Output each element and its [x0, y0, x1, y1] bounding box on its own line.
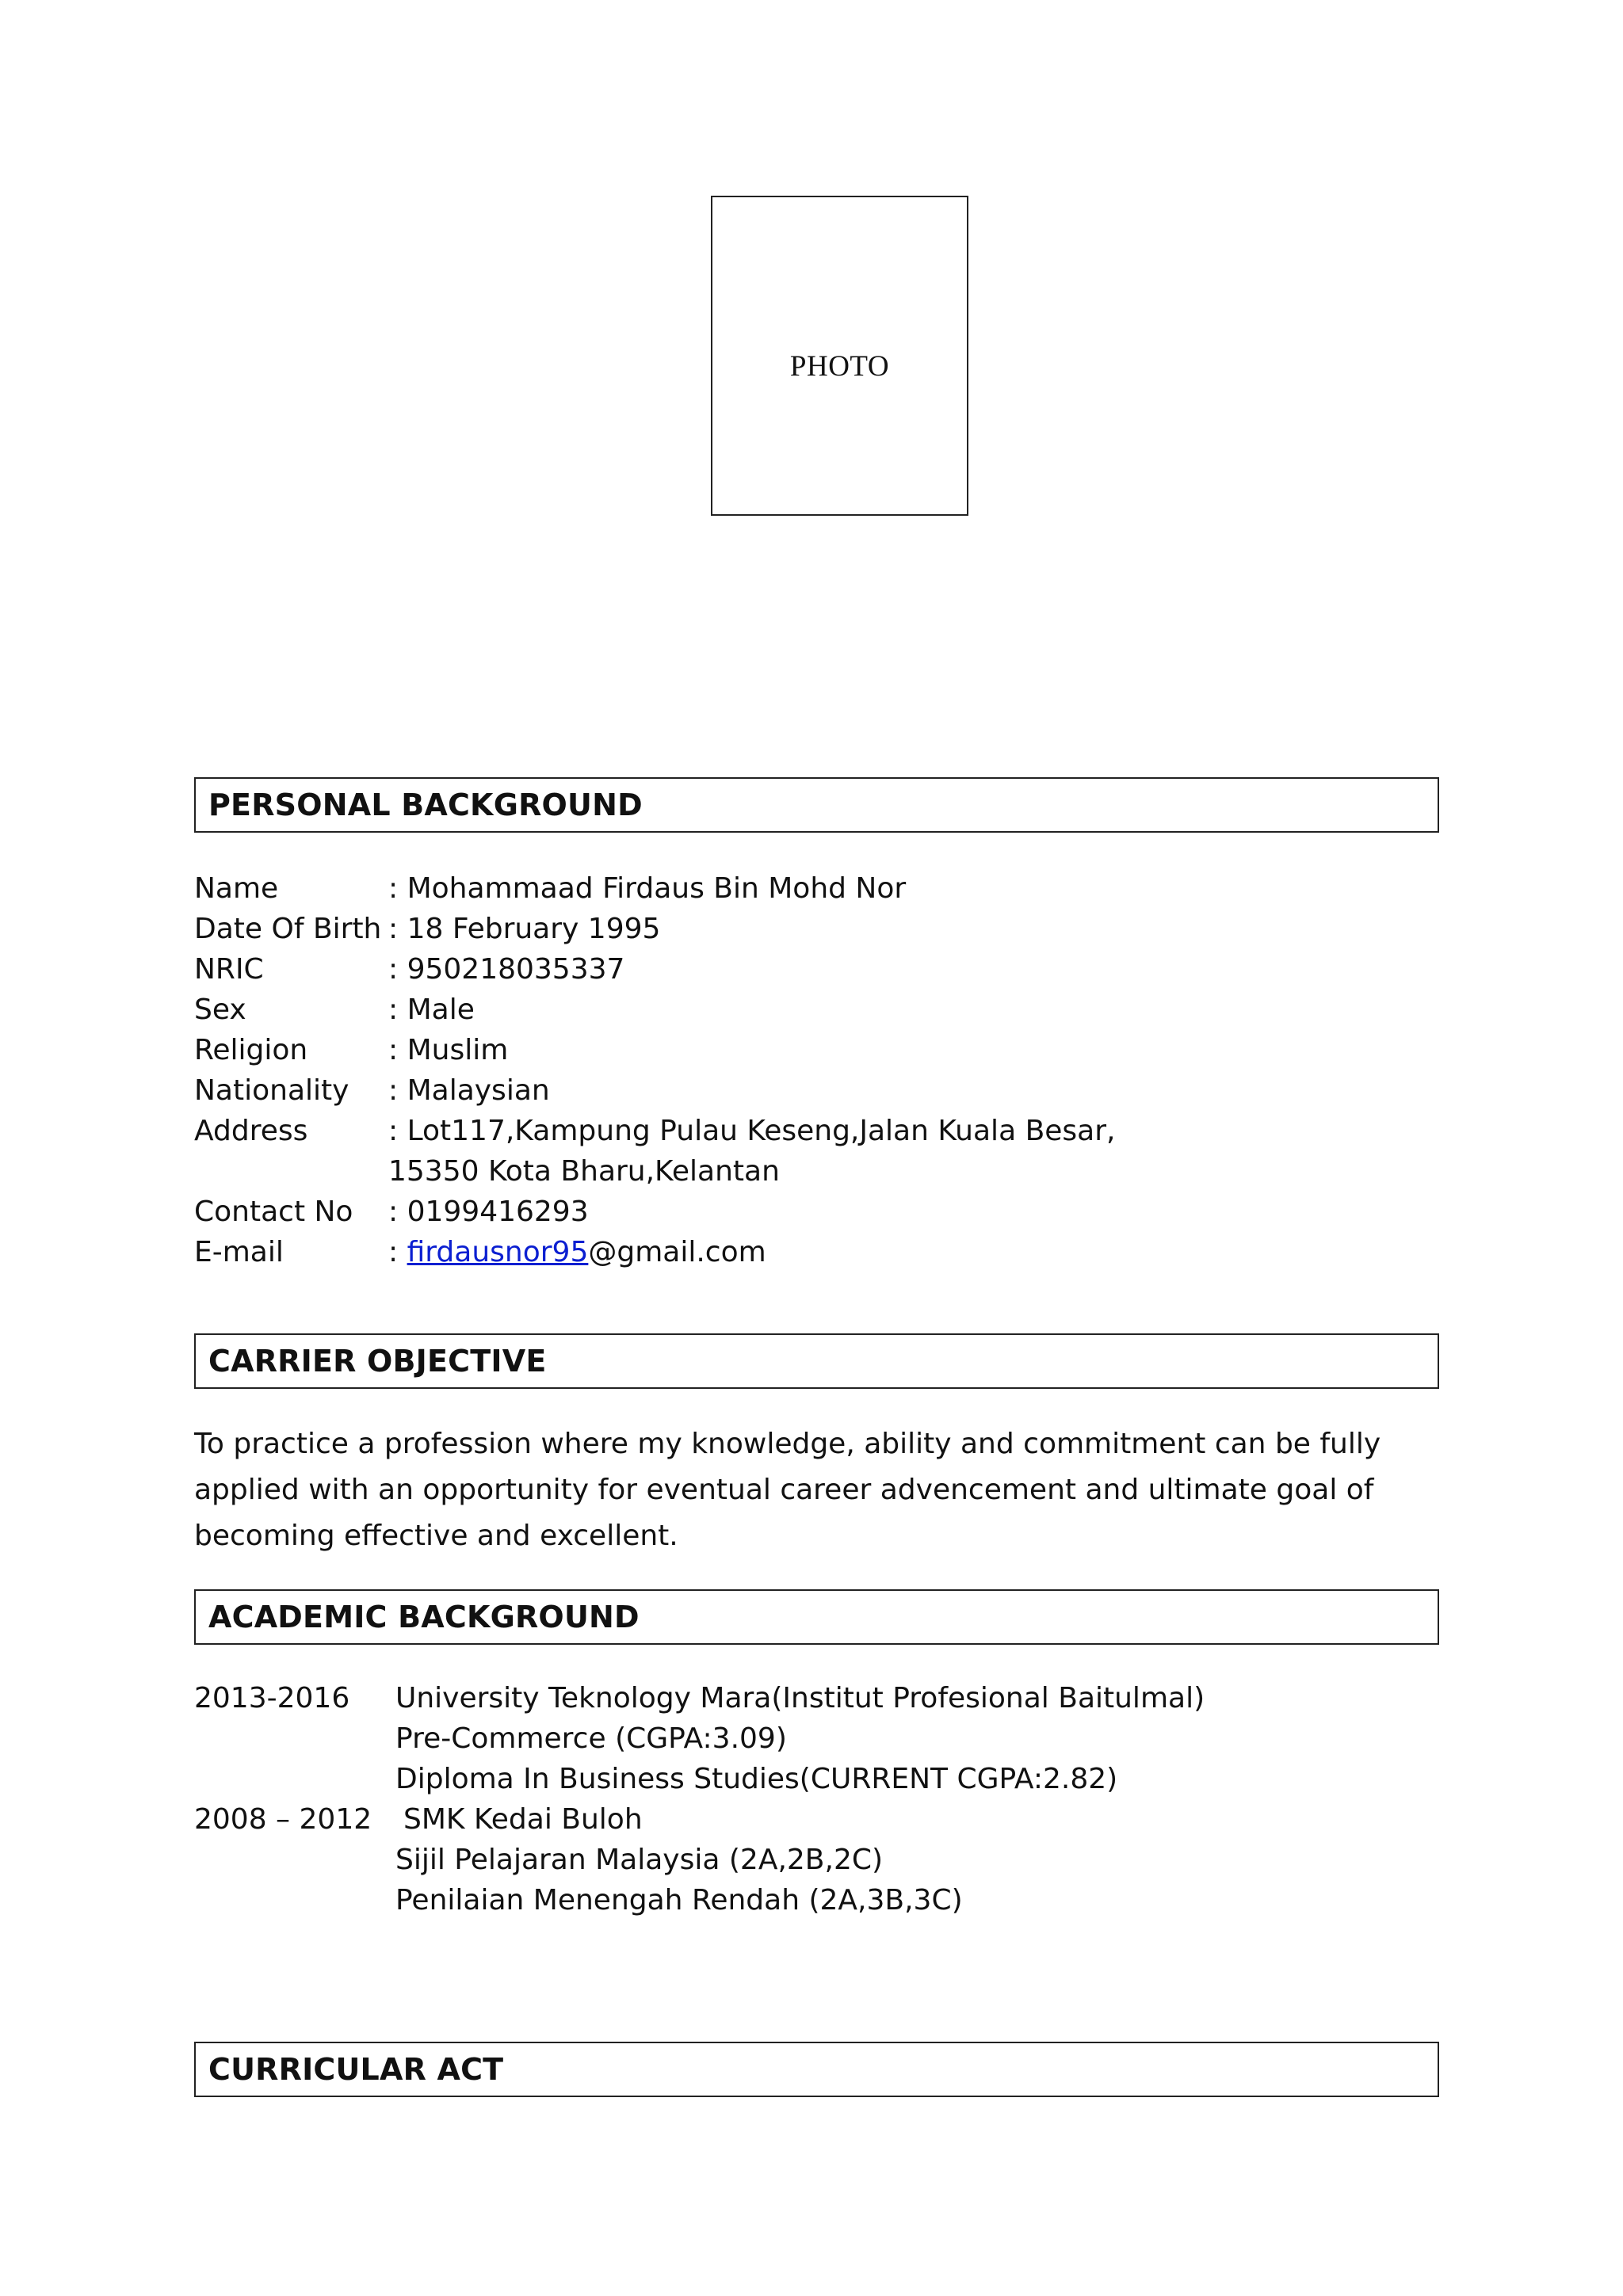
info-row-address — [194, 1111, 1115, 1151]
academic-detail: Sijil Pelajaran Malaysia (2A,2B,2C) — [395, 1844, 884, 1876]
section-heading-carrier-objective: CARRIER OBJECTIVE — [194, 1333, 1439, 1389]
academic-info — [194, 1678, 1205, 1920]
academic-entry-row — [194, 1678, 1205, 1718]
academic-detail-row — [194, 1840, 1205, 1880]
academic-detail-row — [194, 1759, 1205, 1799]
academic-year: 2013-2016 — [194, 1682, 350, 1714]
academic-detail-row — [194, 1718, 1205, 1759]
section-heading-academic-background: ACADEMIC BACKGROUND — [194, 1589, 1439, 1645]
academic-detail-row — [194, 1880, 1205, 1920]
academic-school: University Teknology Mara(Institut Profesional Baitulmal) — [395, 1682, 1205, 1714]
info-label: Address — [194, 1115, 308, 1147]
info-row-email — [194, 1232, 1115, 1272]
email-domain: @gmail.com — [588, 1236, 766, 1268]
academic-entry-row — [194, 1799, 1205, 1840]
info-label: Name — [194, 872, 279, 905]
personal-info — [194, 868, 1115, 1272]
academic-school: SMK Kedai Buloh — [403, 1803, 643, 1836]
info-label: Nationality — [194, 1074, 349, 1107]
info-value: : 0199416293 — [388, 1196, 589, 1228]
academic-year: 2008 – 2012 — [194, 1803, 372, 1836]
info-row-contact — [194, 1192, 1115, 1232]
info-label-empty — [194, 1151, 388, 1192]
info-value: : Malaysian — [388, 1074, 550, 1107]
photo-placeholder — [711, 196, 968, 516]
info-value: : 950218035337 — [388, 953, 625, 986]
info-row-address-cont — [194, 1151, 1115, 1192]
info-value: : 18 February 1995 — [388, 913, 661, 945]
objective-paragraph: To practice a profession where my knowledge, ability and commitment can be fully applied with an opportunity for eventual career advencement and ultimate goal of becoming effective and excellent. — [194, 1428, 1381, 1552]
info-row-religion — [194, 1030, 1115, 1070]
academic-detail: Penilaian Menengah Rendah (2A,3B,3C) — [395, 1884, 963, 1917]
info-value: 15350 Kota Bharu,Kelantan — [388, 1155, 780, 1188]
info-value-email — [388, 1232, 766, 1272]
email-prefix: : — [388, 1236, 407, 1268]
info-label: NRIC — [194, 953, 264, 986]
section-heading-curricular-act: CURRICULAR ACT — [194, 2042, 1439, 2097]
academic-detail: Diploma In Business Studies(CURRENT CGPA:2.82) — [395, 1763, 1118, 1795]
info-label: Sex — [194, 994, 246, 1026]
info-row-sex — [194, 990, 1115, 1030]
academic-detail: Pre-Commerce (CGPA:3.09) — [395, 1722, 787, 1755]
info-value: : Lot117,Kampung Pulau Keseng,Jalan Kuala Besar, — [388, 1115, 1116, 1147]
section-heading-personal-background: PERSONAL BACKGROUND — [194, 777, 1439, 833]
info-row-nric — [194, 949, 1115, 990]
info-value: : Muslim — [388, 1034, 509, 1066]
info-value: : Male — [388, 994, 475, 1026]
photo-label: PHOTO — [789, 350, 890, 383]
info-row-name — [194, 868, 1115, 909]
info-row-nationality — [194, 1070, 1115, 1111]
info-label: Religion — [194, 1034, 308, 1066]
info-label: Contact No — [194, 1196, 353, 1228]
info-label: Date Of Birth — [194, 913, 382, 945]
email-link[interactable]: firdausnor95 — [407, 1236, 589, 1268]
info-label: E-mail — [194, 1236, 284, 1268]
info-row-dob — [194, 909, 1115, 949]
info-value: : Mohammaad Firdaus Bin Mohd Nor — [388, 872, 907, 905]
